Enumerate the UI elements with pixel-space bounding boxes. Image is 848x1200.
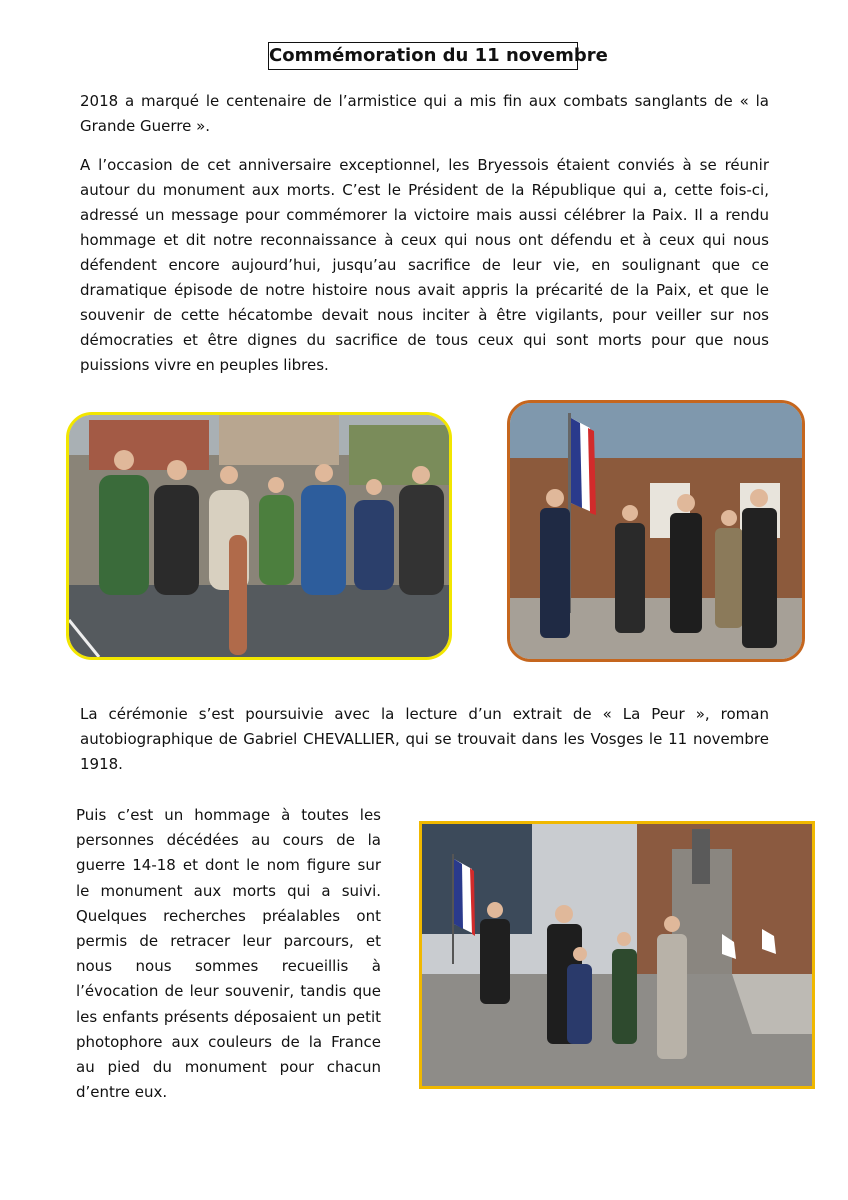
tribute-paragraph: Puis c’est un hommage à toutes les personnes décédées au cours de la guerre 14-18 et dont le nom figure sur le monument aux morts qui a suivi. Quelques recherches préalables ont permis de retracer leur parcours, et nous nous sommes recueillis à l’évocation de leur souvenir, tandis que les enfants présents déposaient un petit photophore aux couleurs de la France au pied du monument pour chacun d’entre eux. — [76, 806, 381, 1102]
crowd-photo — [66, 412, 452, 660]
message-paragraph: A l’occasion de cet anniversaire exceptionnel, les Bryessois étaient conviés à se réunir autour du monument aux morts. C’est le Président de la République qui a, cette fois-ci, adressé un message pour commémorer la victoire mais aussi célébrer la Paix. Il a rendu hommage et dit notre reconnaissance à ceux qui nous ont défendu et à ceux qui nous défendent encore aujourd’hui, jusqu’au sacrifice de leur vie, en soulignant que ce dramatique épisode de notre histoire nous avait appris la précarité de la Paix, et que le souvenir de cette hécatombe devait nous inciter à être vigilants, pour veiller sur nos démocraties et être dignes du sacrifice de tous ceux qui sont morts pour que nous puissions vivre en peuples libres. — [80, 156, 769, 374]
intro-paragraph: 2018 a marqué le centenaire de l’armistice qui a mis fin aux combats sanglants de « la Grande Guerre ». — [80, 92, 769, 135]
officials-photo — [507, 400, 805, 662]
page-title: Commémoration du 11 novembre — [268, 42, 578, 70]
monument-photo — [419, 821, 815, 1089]
ceremony-paragraph: La cérémonie s’est poursuivie avec la lecture d’un extrait de « La Peur », roman autobiographique de Gabriel CHEVALLIER, qui se trouvait dans les Vosges le 11 novembre 1918. — [80, 705, 769, 773]
